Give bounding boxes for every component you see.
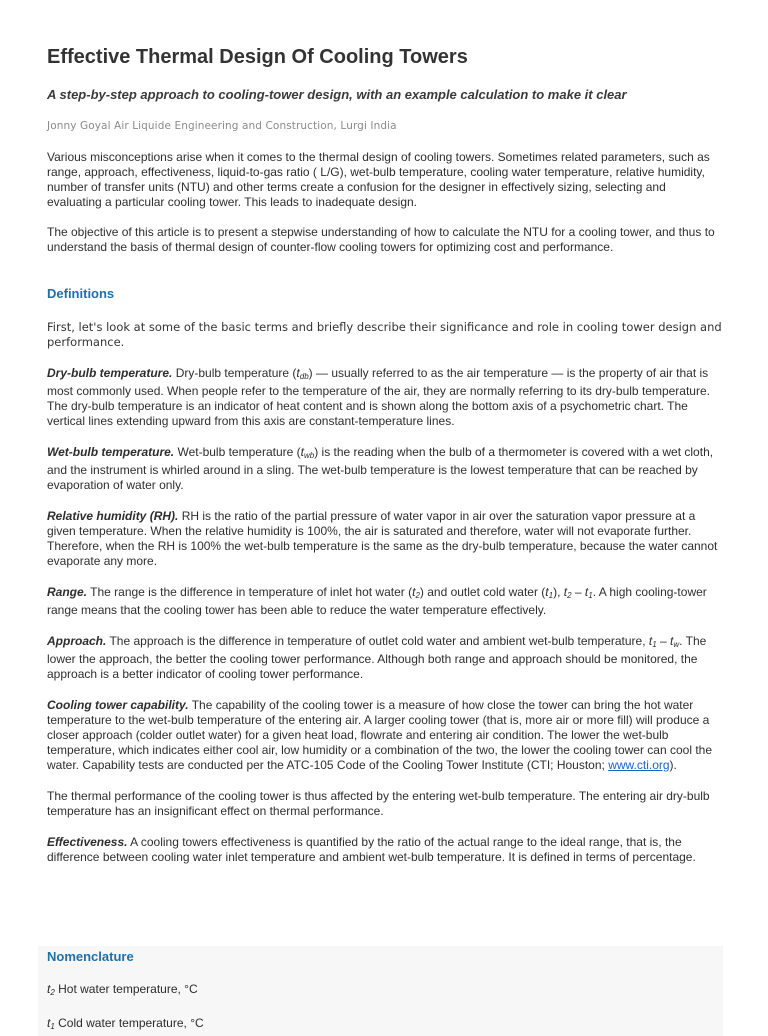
definition-text: ) — usually referred to as the air temperature — is the property of air that is most commonly used. When people refer to the temperature of the air, they are normally referring to its dry-bulb temperature. The dry-bulb temperature is an indicator of heat content and is shown along the bottom axis of a psychometric chart. The vertical lines extending upward from this axis are constant-temperature lines. <box>47 366 710 428</box>
intro-paragraph-1: Various misconceptions arise when it comes to the thermal design of cooling towers. Sometimes related parameters, such as range, approach, effectiveness, liquid-to-gas ratio ( L/G), wet-bulb temperature, cooling water temperature, relative humidity, number of transfer units (NTU) and other terms create a confusion for the designer in effectively sizing, selecting and evaluating a particular cooling tower. This leads to inadequate design. <box>47 150 710 209</box>
definition-text: ), <box>553 585 564 599</box>
definition-text: ). <box>669 758 677 772</box>
subscript: 2 <box>415 591 420 600</box>
term-effectiveness: Effectiveness. <box>47 835 128 849</box>
subscript: wb <box>303 451 315 460</box>
subscript: 1 <box>548 591 554 600</box>
symbol: t <box>670 634 674 648</box>
minus-sign: – <box>656 634 671 648</box>
definition-text: ) and outlet cold water ( <box>419 585 546 599</box>
subscript: 2 <box>50 988 55 997</box>
nomenclature-text: Cold water temperature, °C <box>54 1016 204 1030</box>
definition-wet-bulb <box>47 445 722 493</box>
definitions-intro: First, let's look at some of the basic terms and briefly describe their significance and role in cooling tower design and performance. <box>47 320 722 349</box>
subscript: 2 <box>567 591 572 600</box>
subscript: w <box>673 640 680 649</box>
term-capability: Cooling tower capability. <box>47 698 189 712</box>
term-wet-bulb: Wet-bulb temperature. <box>47 445 175 459</box>
minus-sign: – <box>571 585 585 599</box>
intro-paragraph-2: The objective of this article is to present a stepwise understanding of how to calculate the NTU for a cooling tower, and thus to understand the basis of thermal design of counter-flow cooling towers for optimizing cost and performance. <box>47 225 715 254</box>
nomenclature-item <box>47 982 204 1000</box>
symbol: t <box>300 445 304 459</box>
definition-text: . A high cooling-tower range means that the cooling tower has been able to reduce the water temperature effectively. <box>47 585 707 617</box>
author-byline: Jonny Goyal Air Liquide Engineering and Construction, Lurgi India <box>47 120 397 132</box>
definition-text: Wet-bulb temperature ( <box>174 445 301 459</box>
nomenclature-box <box>38 946 723 1036</box>
term-approach: Approach. <box>47 634 107 648</box>
subscript: 1 <box>588 591 593 600</box>
symbol: t <box>563 585 568 599</box>
thermal-performance-paragraph: The thermal performance of the cooling tower is thus affected by the entering wet-bulb temperature. The entering air dry-bulb temperature has an insignificant effect on thermal performance. <box>47 789 710 818</box>
definition-capability <box>47 698 722 773</box>
definition-approach <box>47 634 722 682</box>
symbol: t <box>47 1016 51 1030</box>
term-dry-bulb: Dry-bulb temperature. <box>47 366 173 380</box>
definition-text: Dry-bulb temperature ( <box>172 366 297 380</box>
definitions-heading: Definitions <box>47 286 115 301</box>
symbol: t <box>296 366 300 380</box>
nomenclature-text: Hot water temperature, °C <box>54 982 198 996</box>
article-title: Effective Thermal Design Of Cooling Towers <box>47 46 468 68</box>
term-relative-humidity: Relative humidity (RH). <box>47 509 179 523</box>
definition-effectiveness <box>47 835 722 865</box>
nomenclature-heading: Nomenclature <box>47 949 134 964</box>
definition-text: A cooling towers effectiveness is quantified by the ratio of the actual range to the ideal range, that is, the difference between cooling water inlet temperature and ambient wet-bulb temperature. It is defined in terms of percentage. <box>47 835 696 864</box>
term-range: Range. <box>47 585 88 599</box>
subscript: db <box>299 372 309 381</box>
cti-link[interactable]: www.cti.org <box>608 758 670 772</box>
definition-text: ) is the reading when the bulb of a thermometer is covered with a wet cloth, and the instrument is whirled around in a sling. The wet-bulb temperature is the lowest temperature that can be reached by evaporation of water only. <box>47 445 714 492</box>
definition-text: The range is the difference in temperature of inlet hot water ( <box>87 585 413 599</box>
subscript: 1 <box>652 640 657 649</box>
nomenclature-item <box>47 1016 204 1034</box>
definition-relative-humidity <box>47 509 722 569</box>
symbol: t <box>412 585 416 599</box>
symbol: t <box>584 585 589 599</box>
symbol: t <box>545 585 549 599</box>
subscript: 1 <box>50 1022 55 1031</box>
definition-text: The approach is the difference in temperature of outlet cold water and ambient wet-bulb temperature, <box>106 634 649 648</box>
definition-text: . The lower the approach, the better the cooling tower performance. Although both range and approach should be monitored, the approach is a better indicator of cooling tower performance. <box>47 634 707 681</box>
definition-text: RH is the ratio of the partial pressure of water vapor in air over the saturation vapor pressure at a given temperature. When the relative humidity is 100%, the air is saturated and therefore, water will not evaporate further. Therefore, when the RH is 100% the wet-bulb temperature is the same as the dry-bulb temperature, because the water cannot evaporate any more. <box>47 509 718 568</box>
definition-text: The capability of the cooling tower is a measure of how close the tower can bring the hot water temperature to the wet-bulb temperature of the entering air. A larger cooling tower (that is, more air or more fill) will produce a closer approach (colder outlet water) for a given heat load, flowrate and entering air condition. The lower the wet-bulb temperature, which indicates either cool air, low humidity or a combination of the two, the lower the cooling tower can cool the water. Capability tests are conducted per the ATC-105 Code of the Cooling Tower Institute (CTI; Houston; <box>47 698 713 772</box>
symbol: t <box>47 982 51 996</box>
article-subtitle: A step-by-step approach to cooling-tower design, with an example calculation to make it clear <box>47 87 627 102</box>
definition-dry-bulb <box>47 366 722 429</box>
symbol: t <box>648 634 653 648</box>
definition-range <box>47 585 722 618</box>
